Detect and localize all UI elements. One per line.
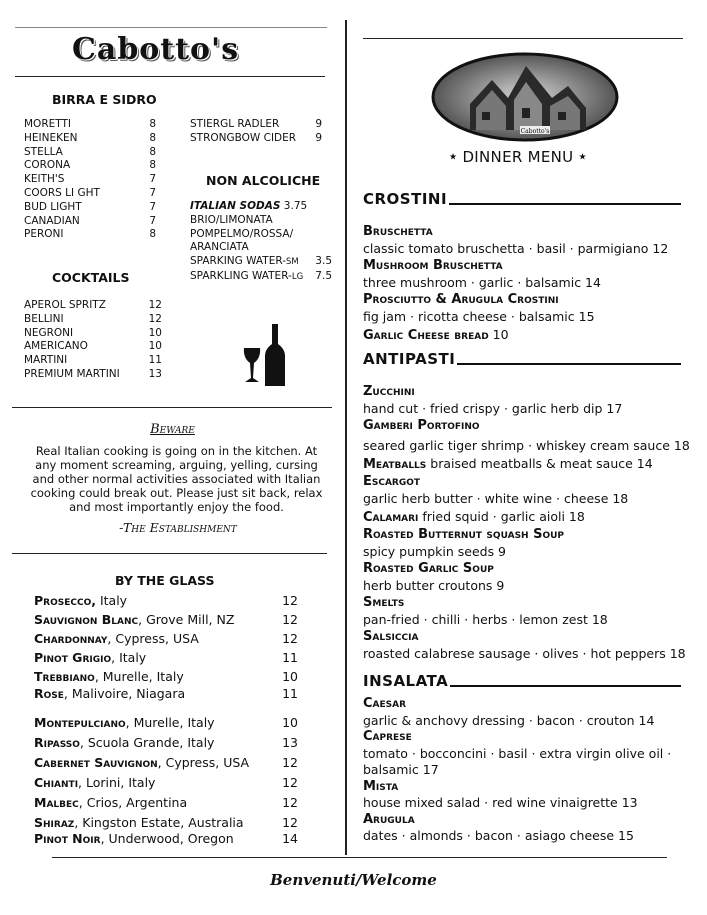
- beware-text: Real Italian cooking is going on in the kitchen. At any moment screaming, arguing, yelling, cursing and other normal activities associated with Italian cooking could break out. Please just sit back, relax and most importantly enjoy the food.: [30, 444, 323, 514]
- list-item: APEROL SPRITZ 12: [24, 299, 162, 311]
- list-item: KEITH'S 7: [24, 173, 156, 186]
- wine-bottle-icon: [240, 322, 288, 388]
- list-item: PERONI 8: [24, 228, 156, 241]
- antipasti-list: [363, 383, 699, 662]
- list-item: Shiraz, Kingston Estate, Australia 12: [34, 815, 298, 830]
- antipasti-title: ANTIPASTI: [363, 350, 681, 368]
- dish-desc: tomato · bocconcini · basil · extra virgin olive oil ·: [363, 745, 672, 761]
- dish-name: Mushroom Bruschetta: [363, 258, 503, 273]
- dish-desc: dates · almonds · bacon · asiago cheese 15: [363, 828, 634, 843]
- beer-list-2: [190, 118, 322, 146]
- dish-desc: garlic herb butter · white wine · cheese 18: [363, 491, 629, 506]
- non-alc-title: NON ALCOLICHE: [206, 173, 321, 188]
- footer-rule: [52, 857, 667, 858]
- list-item: Cabernet Sauvignon, Cypress, USA 12: [34, 755, 298, 770]
- list-item: STELLA 8: [24, 145, 156, 158]
- dish-name: Mista: [363, 778, 399, 794]
- dish-name: Escargot: [363, 474, 421, 489]
- dish-desc: herb butter croutons 9: [363, 578, 505, 593]
- list-item: POMPELMO/ROSSA/: [190, 227, 294, 240]
- list-item: HEINEKEN 8: [24, 131, 156, 144]
- dish-name: Roasted Garlic Soup: [363, 561, 494, 576]
- list-item: Pinot Noir, Underwood, Oregon 14: [34, 831, 298, 846]
- dish-item: Meatballs braised meatballs & meat sauce 14: [363, 456, 653, 472]
- list-item: ARANCIATA: [190, 241, 249, 254]
- dish-name: Arugula: [363, 811, 415, 827]
- footer-welcome: Benvenuti/Welcome: [270, 871, 437, 889]
- dish-name: Gamberi Portofino: [363, 418, 480, 433]
- list-item: PREMIUM MARTINI 13: [24, 367, 162, 380]
- beware-signature: -The Establishment: [119, 520, 237, 535]
- dish-desc: garlic & anchovy dressing · bacon · crouton 14: [363, 712, 655, 728]
- top-rule-right: [363, 38, 683, 39]
- house-sign: Cabotto's: [520, 128, 550, 135]
- dish-item: Calamari fried squid · garlic aioli 18: [363, 509, 585, 525]
- list-item: CORONA 8: [24, 159, 156, 172]
- wine-list-whites: [34, 593, 298, 705]
- rule-glass-top: [12, 553, 327, 554]
- logo-rule: [15, 76, 325, 77]
- dish-desc: pan-fried · chilli · herbs · lemon zest 18: [363, 612, 608, 627]
- insalata-title: INSALATA: [363, 672, 681, 690]
- insalata-list: [363, 696, 693, 848]
- dish-name: Zucchini: [363, 384, 415, 399]
- list-item: BUD LIGHT 7: [24, 200, 156, 213]
- list-item: Prosecco, Italy 12: [34, 593, 298, 608]
- list-item: MARTINI 11: [24, 354, 162, 367]
- dish-name: Prosciutto & Arugula Crostini: [363, 292, 559, 307]
- list-item: BELLINI 12: [24, 312, 162, 325]
- cocktails-list: [24, 299, 162, 382]
- dish-name: Bruschetta: [363, 224, 433, 239]
- dish-name: Salsiccia: [363, 629, 419, 644]
- list-item: STRONGBOW CIDER 9: [190, 131, 322, 144]
- dish-desc: house mixed salad · red wine vinaigrette 13: [363, 795, 638, 810]
- list-item: Trebbiano, Murelle, Italy 10: [34, 669, 298, 684]
- dish-desc: balsamic 17: [363, 762, 439, 777]
- dish-item: Garlic Cheese bread 10: [363, 327, 509, 343]
- dish-desc: classic tomato bruschetta · basil · parmigiano 12: [363, 241, 669, 256]
- list-item: ITALIAN SODAS 3.75: [190, 200, 308, 212]
- beware-title: Beware: [150, 422, 195, 437]
- restaurant-house-image: [430, 52, 620, 142]
- dish-desc: roasted calabrese sausage · olives · hot peppers 18: [363, 646, 686, 661]
- by-glass-title: BY THE GLASS: [115, 573, 215, 588]
- list-item: NEGRONI 10: [24, 326, 162, 339]
- dish-name: Smelts: [363, 595, 405, 610]
- beer-list-1: [24, 118, 156, 242]
- list-item: Montepulciano, Murelle, Italy 10: [34, 715, 298, 730]
- restaurant-logo: Cabotto's: [72, 32, 240, 67]
- wine-list-reds: [34, 715, 298, 847]
- dish-name: Caprese: [363, 729, 412, 744]
- dish-desc: seared garlic tiger shrimp · whiskey cream sauce 18: [363, 438, 690, 453]
- crostini-list: [363, 223, 693, 344]
- list-item: STIERGL RADLER 9: [190, 118, 322, 130]
- column-divider: [345, 20, 347, 855]
- non-alc-list: [190, 200, 332, 285]
- list-item: Rose, Malivoire, Niagara 11: [34, 686, 298, 701]
- list-item: Pinot Grigio, Italy 11: [34, 650, 298, 665]
- crostini-title: CROSTINI: [363, 190, 681, 208]
- dish-name: Roasted Butternut squash Soup: [363, 527, 565, 542]
- list-item: Chianti, Lorini, Italy 12: [34, 775, 298, 790]
- list-item: COORS LI GHT 7: [24, 186, 156, 199]
- list-item: Sauvignon Blanc, Grove Mill, NZ 12: [34, 612, 298, 627]
- beer-title: BIRRA E SIDRO: [52, 92, 157, 107]
- top-rule-left: [15, 27, 327, 28]
- list-item: Chardonnay, Cypress, USA 12: [34, 631, 298, 646]
- list-item: AMERICANO 10: [24, 340, 162, 353]
- dish-desc: three mushroom · garlic · balsamic 14: [363, 275, 601, 290]
- dish-desc: spicy pumpkin seeds 9: [363, 544, 507, 559]
- list-item: Ripasso, Scuola Grande, Italy 13: [34, 735, 298, 750]
- list-item: Malbec, Crios, Argentina 12: [34, 795, 298, 810]
- dish-desc: hand cut · fried crispy · garlic herb dip 17: [363, 401, 623, 416]
- cocktails-title: COCKTAILS: [52, 270, 130, 285]
- dish-name: Caesar: [363, 696, 407, 711]
- rule-beware-top: [12, 407, 332, 408]
- list-item: SPARKLING WATER-LG 7.5: [190, 269, 332, 282]
- list-item: BRIO/LIMONATA: [190, 213, 273, 226]
- list-item: CANADIAN 7: [24, 214, 156, 227]
- dish-desc: fig jam · ricotta cheese · balsamic 15: [363, 309, 595, 324]
- list-item: MORETTI 8: [24, 118, 156, 130]
- dinner-menu-title: ★ DINNER MENU ★: [449, 148, 587, 166]
- list-item: SPARKING WATER-SM 3.5: [190, 255, 332, 268]
